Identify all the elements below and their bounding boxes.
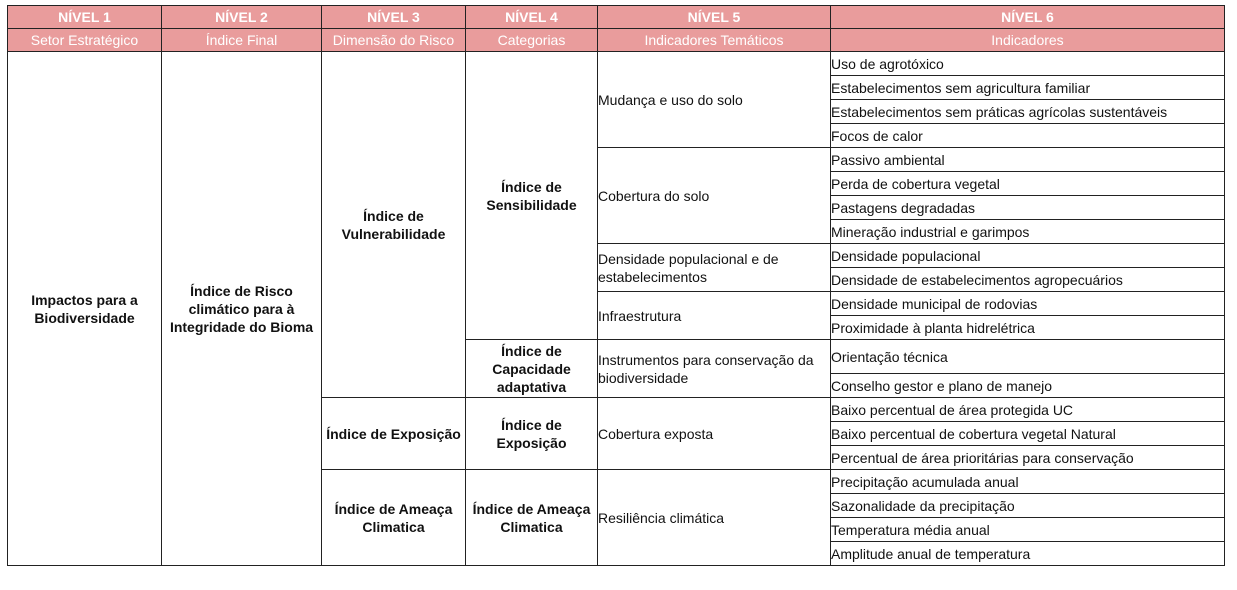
level-5-header: NÍVEL 5 xyxy=(598,6,831,29)
level-4-subtitle: Categorias xyxy=(466,29,598,52)
indicator-cell: Pastagens degradadas xyxy=(831,196,1225,220)
indicator-cell: Uso de agrotóxico xyxy=(831,52,1225,76)
sensitivity-index-cell: Índice de Sensibilidade xyxy=(466,52,598,340)
indicator-cell: Densidade municipal de rodovias xyxy=(831,292,1225,316)
level-1-header: NÍVEL 1 xyxy=(8,6,162,29)
level-3-subtitle: Dimensão do Risco xyxy=(322,29,466,52)
level-2-subtitle: Índice Final xyxy=(162,29,322,52)
indicator-cell: Passivo ambiental xyxy=(831,148,1225,172)
exposure-dimension-cell: Índice de Exposição xyxy=(322,398,466,470)
indicator-cell: Densidade de estabelecimentos agropecuários xyxy=(831,268,1225,292)
level-header-row xyxy=(8,6,1225,29)
level-5-subtitle: Indicadores Temáticos xyxy=(598,29,831,52)
indicator-cell: Amplitude anual de temperatura xyxy=(831,542,1225,566)
level-4-header: NÍVEL 4 xyxy=(466,6,598,29)
indicator-cell: Mineração industrial e garimpos xyxy=(831,220,1225,244)
level-6-subtitle: Indicadores xyxy=(831,29,1225,52)
indicator-cell: Precipitação acumulada anual xyxy=(831,470,1225,494)
thematic-conservation-instruments-cell: Instrumentos para conservação da biodiversidade xyxy=(598,340,831,398)
exposure-category-cell: Índice de Exposição xyxy=(466,398,598,470)
thematic-climate-resilience-cell: Resiliência climática xyxy=(598,470,831,566)
strategic-sector-cell: Impactos para a Biodiversidade xyxy=(8,52,162,566)
indicator-cell: Sazonalidade da precipitação xyxy=(831,494,1225,518)
adaptive-capacity-index-cell: Índice de Capacidade adaptativa xyxy=(466,340,598,398)
final-index-cell: Índice de Risco climático para à Integridade do Bioma xyxy=(162,52,322,566)
thematic-land-use-cell: Mudança e uso do solo xyxy=(598,52,831,148)
indicator-cell: Conselho gestor e plano de manejo xyxy=(831,374,1225,398)
thematic-density-cell: Densidade populacional e de estabelecimentos xyxy=(598,244,831,292)
vulnerability-index-cell: Índice de Vulnerabilidade xyxy=(322,52,466,398)
climate-threat-category-cell: Índice de Ameaça Climatica xyxy=(466,470,598,566)
indicator-cell: Orientação técnica xyxy=(831,340,1225,374)
indicator-cell: Baixo percentual de área protegida UC xyxy=(831,398,1225,422)
level-1-subtitle: Setor Estratégico xyxy=(8,29,162,52)
indicator-cell: Estabelecimentos sem práticas agrícolas sustentáveis xyxy=(831,100,1225,124)
indicator-cell: Densidade populacional xyxy=(831,244,1225,268)
indicator-cell: Estabelecimentos sem agricultura familiar xyxy=(831,76,1225,100)
level-3-header: NÍVEL 3 xyxy=(322,6,466,29)
risk-index-table xyxy=(7,5,1225,566)
indicator-cell: Temperatura média anual xyxy=(831,518,1225,542)
indicator-cell: Baixo percentual de cobertura vegetal Natural xyxy=(831,422,1225,446)
indicator-cell: Focos de calor xyxy=(831,124,1225,148)
thematic-exposed-cover-cell: Cobertura exposta xyxy=(598,398,831,470)
climate-threat-dimension-cell: Índice de Ameaça Climatica xyxy=(322,470,466,566)
level-2-header: NÍVEL 2 xyxy=(162,6,322,29)
indicator-cell: Percentual de área prioritárias para conservação xyxy=(831,446,1225,470)
table-row xyxy=(8,52,1225,76)
subtitle-header-row xyxy=(8,29,1225,52)
indicator-cell: Proximidade à planta hidrelétrica xyxy=(831,316,1225,340)
thematic-land-cover-cell: Cobertura do solo xyxy=(598,148,831,244)
indicator-cell: Perda de cobertura vegetal xyxy=(831,172,1225,196)
thematic-infrastructure-cell: Infraestrutura xyxy=(598,292,831,340)
level-6-header: NÍVEL 6 xyxy=(831,6,1225,29)
